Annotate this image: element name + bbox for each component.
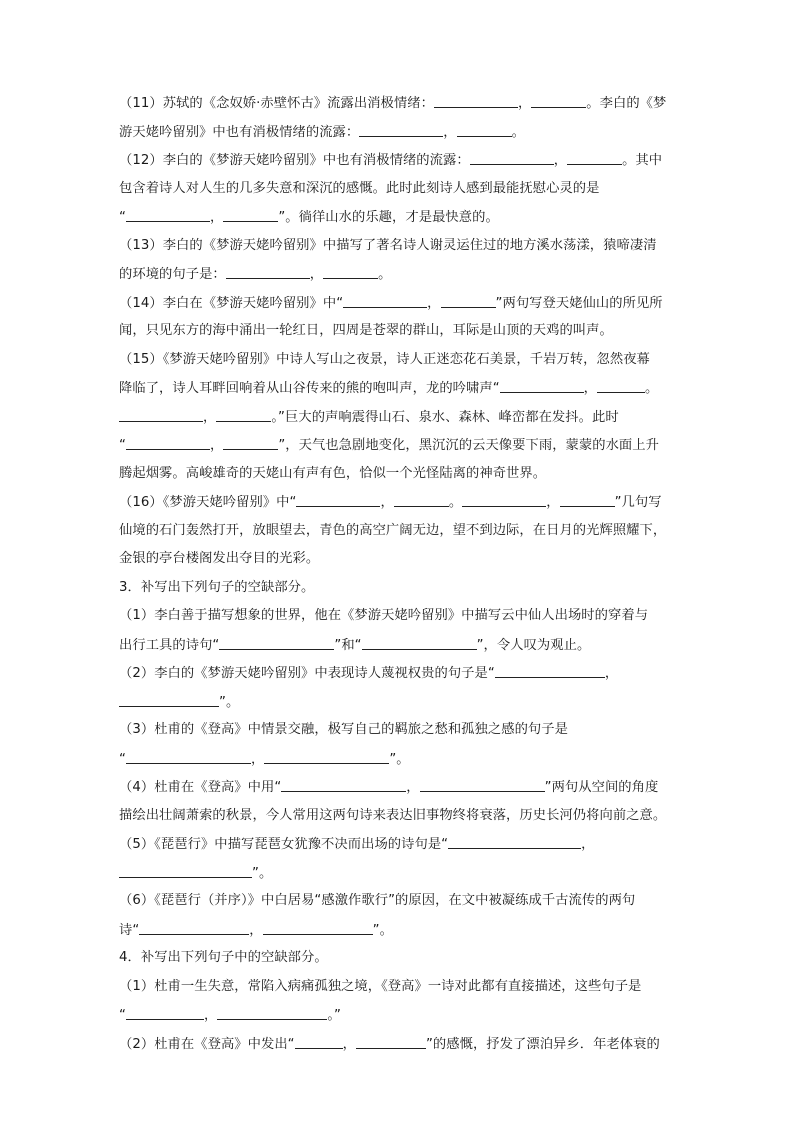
answer-blank[interactable]: [264, 749, 389, 764]
text-line: （16）《梦游天姥吟留别》中“ ， 。 ， ”几句写: [119, 492, 681, 521]
text-line: （5）《琵琶行》中描写琵琶女犹豫不决而出场的诗句是“ ，: [119, 834, 681, 863]
answer-blank[interactable]: [119, 863, 252, 878]
answer-blank[interactable]: [448, 834, 581, 849]
text-line: （11）苏轼的《念奴娇·赤壁怀古》流露出消极情绪： ， 。李白的《梦: [119, 93, 681, 122]
text-line: （12）李白的《梦游天姥吟留别》中也有消极情绪的流露： ， 。其中: [119, 150, 681, 179]
text-line: 包含着诗人对人生的几多失意和深沉的感慨。此时此刻诗人感到最能抚慰心灵的是: [119, 180, 600, 196]
text-line: ， 。”巨大的声响震得山石、泉水、森林、峰峦都在发抖。此时: [119, 407, 681, 436]
text-line: （1）李白善于描写想象的世界，他在《梦游天姥吟留别》中描写云中仙人出场时的穿着与: [119, 608, 649, 623]
answer-blank[interactable]: [217, 1005, 327, 1020]
text-line: ”。: [119, 692, 681, 721]
text-line: 仙境的石门轰然打开，放眼望去，青色的高空广阔无边，望不到边际，在日月的光辉照耀下，: [119, 522, 667, 538]
answer-blank[interactable]: [359, 122, 443, 137]
text-line: 描绘出壮阔萧索的秋景，今人常用这两句诗来表达旧事物终将衰落，历史长河仍将向前之意。: [119, 807, 667, 823]
text-line: 诗“ ， ”。: [119, 920, 681, 949]
text-line: ”。: [119, 863, 681, 892]
text-line: （4）杜甫在《登高》中用“ ， ”两句从空间的角度: [119, 777, 681, 806]
text-line: 腾起烟雾。高峻雄奇的天姥山有声有色，恰似一个光怪陆离的神奇世界。: [119, 465, 547, 481]
answer-blank[interactable]: [126, 749, 251, 764]
answer-blank[interactable]: [126, 1005, 204, 1020]
answer-blank[interactable]: [495, 663, 605, 678]
answer-blank[interactable]: [394, 492, 449, 507]
question-heading: 3．补写出下列句子的空缺部分。: [119, 579, 315, 595]
answer-blank[interactable]: [323, 264, 378, 279]
answer-blank[interactable]: [597, 378, 645, 393]
text-line: 降临了，诗人耳畔回响着从山谷传来的熊的咆叫声，龙的吟啸声“ ， 。: [119, 378, 681, 407]
text-line: “ ， ”。徜徉山水的乐趣，才是最快意的。: [119, 207, 681, 236]
answer-blank[interactable]: [434, 93, 518, 108]
answer-blank[interactable]: [470, 150, 554, 165]
answer-blank[interactable]: [560, 492, 615, 507]
answer-blank[interactable]: [420, 777, 545, 792]
answer-blank[interactable]: [126, 435, 210, 450]
answer-blank[interactable]: [223, 435, 278, 450]
answer-blank[interactable]: [343, 293, 427, 308]
text-line: （14）李白在《梦游天姥吟留别》中“ ， ”两句写登天姥仙山的所见所: [119, 293, 681, 322]
text-line: （1）杜甫一生失意，常陷入病痛孤独之境，《登高》一诗对此都有直接描述，这些句子是: [119, 978, 642, 994]
document-page: [119, 93, 681, 1062]
text-line: （3）杜甫的《登高》中情景交融，极写自己的羁旅之愁和孤独之感的句子是: [119, 722, 568, 737]
answer-blank[interactable]: [500, 378, 584, 393]
answer-blank[interactable]: [219, 635, 334, 650]
text-line: 出行工具的诗句“ ”和“ ”，令人叹为观止。: [119, 635, 681, 664]
text-line: （2）李白的《梦游天姥吟留别》中表现诗人蔑视权贵的句子是“ ，: [119, 663, 681, 692]
answer-blank[interactable]: [226, 264, 310, 279]
answer-blank[interactable]: [223, 207, 278, 222]
answer-blank[interactable]: [362, 635, 477, 650]
answer-blank[interactable]: [296, 492, 380, 507]
text-line: 的环境的句子是： ， 。: [119, 264, 681, 293]
text-line: （15）《梦游天姥吟留别》中诗人写山之夜景，诗人正迷恋花石美景，千岩万转，忽然夜幕: [119, 351, 650, 367]
answer-blank[interactable]: [119, 407, 203, 422]
answer-blank[interactable]: [441, 293, 496, 308]
text-line: “ ， ”。: [119, 749, 681, 778]
text-line: （13）李白的《梦游天姥吟留别》中描写了著名诗人谢灵运住过的地方溪水荡漾，猿啼凄清: [119, 237, 657, 253]
text-line: “ ， 。”: [119, 1005, 681, 1034]
answer-blank[interactable]: [462, 492, 546, 507]
answer-blank[interactable]: [126, 207, 210, 222]
answer-blank[interactable]: [356, 1034, 426, 1049]
answer-blank[interactable]: [281, 777, 406, 792]
text-line: （2）杜甫在《登高》中发出“ ， ”的感慨，抒发了漂泊异乡．年老体衰的: [119, 1034, 681, 1063]
text-line: （6）《琵琶行（并序）》中白居易“感激作歌行”的原因，在文中被凝练成千古流传的两句: [119, 893, 636, 908]
answer-blank[interactable]: [531, 93, 586, 108]
question-heading: 4．补写出下列句子中的空缺部分。: [119, 950, 328, 965]
answer-blank[interactable]: [457, 122, 512, 137]
answer-blank[interactable]: [295, 1034, 343, 1049]
text-line: 闻，只见东方的海中涌出一轮红日，四周是苍翠的群山，耳际是山顶的天鸡的叫声。: [119, 323, 613, 338]
text-line: 游天姥吟留别》中也有消极情绪的流露： ， 。: [119, 122, 681, 151]
answer-blank[interactable]: [567, 150, 622, 165]
answer-blank[interactable]: [139, 920, 249, 935]
text-line: “ ， ”，天气也急剧地变化，黑沉沉的云天像要下雨，蒙蒙的水面上升: [119, 435, 681, 464]
answer-blank[interactable]: [263, 920, 373, 935]
text-line: 金银的亭台楼阁发出夺目的光彩。: [119, 551, 320, 566]
answer-blank[interactable]: [216, 407, 271, 422]
answer-blank[interactable]: [119, 692, 219, 707]
